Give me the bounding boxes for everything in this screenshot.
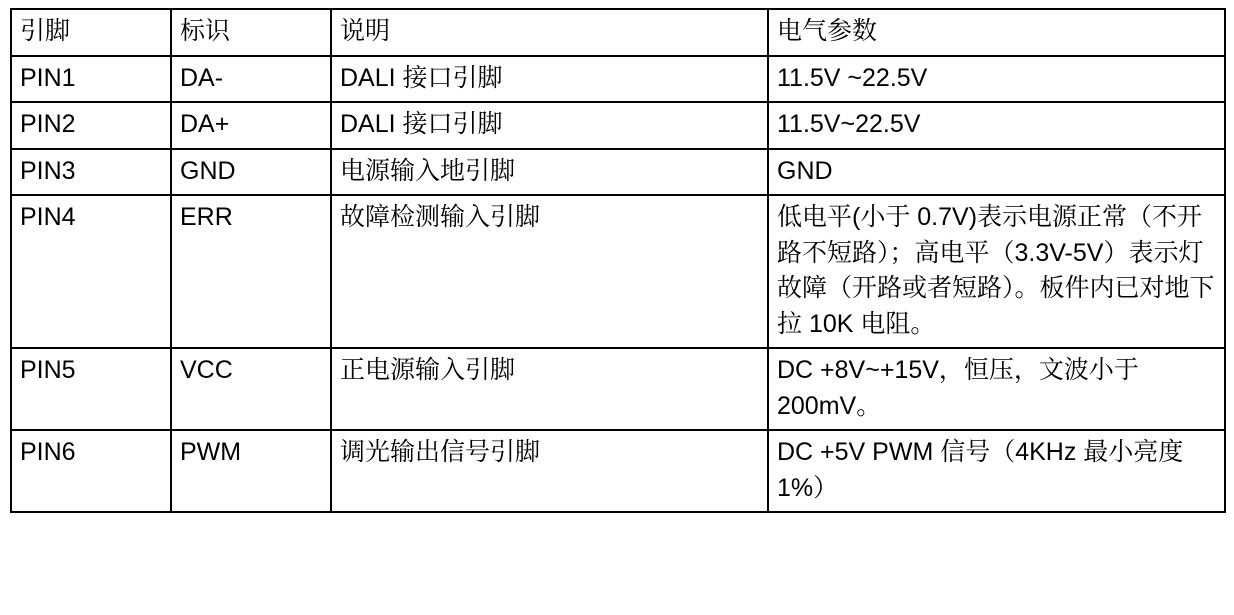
table-header: [11, 9, 1225, 56]
cell-electrical-parameter: 低电平(小于 0.7V)表示电源正常（不开路不短路）；高电平（3.3V-5V）表示灯故障（开路或者短路）。板件内已对地下拉 10K 电阻。: [768, 195, 1225, 348]
cell-pin: PIN2: [11, 102, 171, 149]
cell-electrical-parameter: GND: [768, 149, 1225, 196]
cell-description: DALI 接口引脚: [331, 56, 768, 103]
column-header-identifier: 标识: [171, 9, 331, 56]
cell-pin: PIN3: [11, 149, 171, 196]
table-row: [11, 430, 1225, 512]
table-row: [11, 102, 1225, 149]
cell-identifier: GND: [171, 149, 331, 196]
pin-definition-table: [10, 8, 1226, 513]
table-row: [11, 195, 1225, 348]
cell-description: DALI 接口引脚: [331, 102, 768, 149]
cell-pin: PIN4: [11, 195, 171, 348]
cell-identifier: ERR: [171, 195, 331, 348]
cell-description: 故障检测输入引脚: [331, 195, 768, 348]
column-header-pin: 引脚: [11, 9, 171, 56]
cell-electrical-parameter: DC +8V~+15V，恒压，文波小于 200mV。: [768, 348, 1225, 430]
table-body: [11, 56, 1225, 513]
table-row: [11, 348, 1225, 430]
table-row: [11, 56, 1225, 103]
table-header-row: [11, 9, 1225, 56]
cell-identifier: DA-: [171, 56, 331, 103]
cell-description: 正电源输入引脚: [331, 348, 768, 430]
cell-identifier: VCC: [171, 348, 331, 430]
cell-pin: PIN5: [11, 348, 171, 430]
cell-electrical-parameter: 11.5V ~22.5V: [768, 56, 1225, 103]
column-header-description: 说明: [331, 9, 768, 56]
cell-identifier: DA+: [171, 102, 331, 149]
cell-pin: PIN1: [11, 56, 171, 103]
cell-pin: PIN6: [11, 430, 171, 512]
column-header-electrical-parameter: 电气参数: [768, 9, 1225, 56]
table-row: [11, 149, 1225, 196]
cell-electrical-parameter: 11.5V~22.5V: [768, 102, 1225, 149]
cell-description: 调光输出信号引脚: [331, 430, 768, 512]
cell-identifier: PWM: [171, 430, 331, 512]
cell-electrical-parameter: DC +5V PWM 信号（4KHz 最小亮度 1%）: [768, 430, 1225, 512]
cell-description: 电源输入地引脚: [331, 149, 768, 196]
